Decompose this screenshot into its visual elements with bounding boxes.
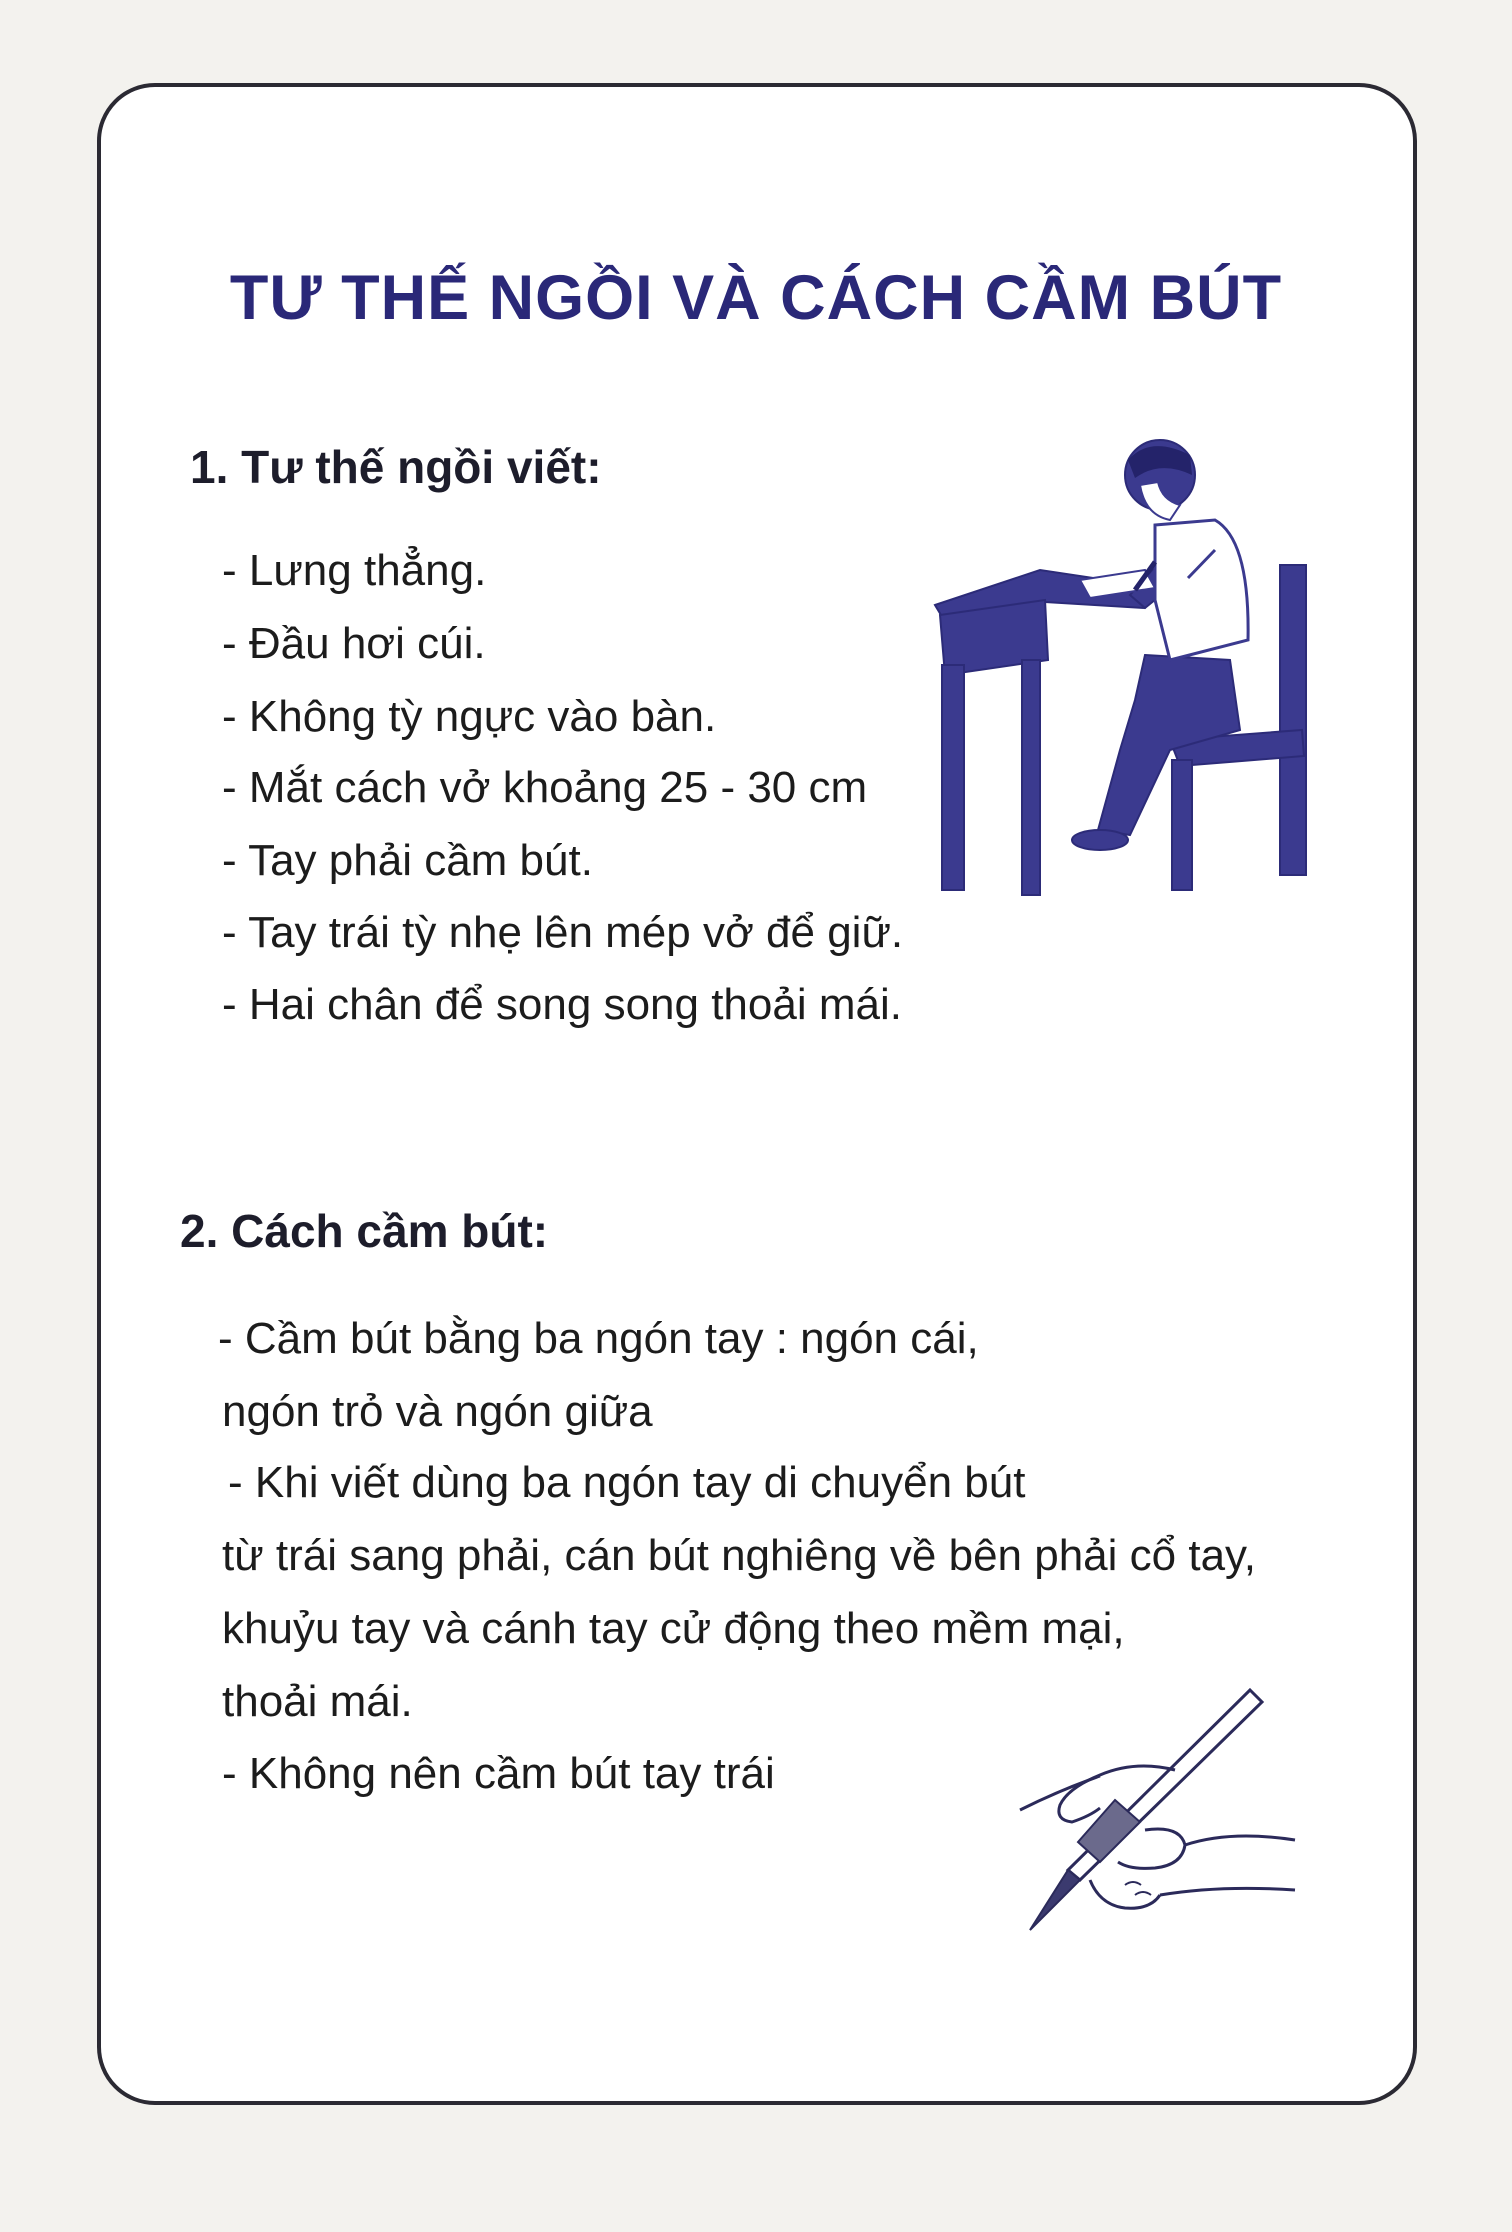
child-writing-at-desk-icon (930, 430, 1330, 900)
pen-holding-line: thoải mái. (222, 1677, 413, 1726)
pen-holding-line: - Khi viết dùng ba ngón tay di chuyển bút (228, 1458, 1026, 1507)
section-heading-pen-holding: 2. Cách cầm bút: (180, 1205, 549, 1257)
posture-item: - Tay trái tỳ nhẹ lên mép vở để giữ. (222, 908, 904, 957)
posture-item: - Đầu hơi cúi. (222, 619, 486, 668)
posture-item: - Mắt cách vở khoảng 25 - 30 cm (222, 763, 868, 812)
posture-item: - Tay phải cầm bút. (222, 836, 593, 885)
posture-item: - Hai chân để song song thoải mái. (222, 980, 902, 1029)
pen-holding-line: từ trái sang phải, cán bút nghiêng về bên phải cổ tay, (222, 1531, 1256, 1580)
section-heading-sitting-posture: 1. Tư thế ngồi viết: (190, 441, 602, 493)
pen-holding-line: - Không nên cầm bút tay trái (222, 1749, 775, 1798)
pen-holding-line: ngón trỏ và ngón giữa (222, 1387, 653, 1436)
hand-holding-pen-icon (950, 1680, 1300, 1950)
posture-item: - Không tỳ ngực vào bàn. (222, 692, 717, 741)
pen-holding-line: khuỷu tay và cánh tay cử động theo mềm mại, (222, 1604, 1125, 1653)
page-title: TƯ THẾ NGỒI VÀ CÁCH CẦM BÚT (229, 263, 1283, 333)
pen-holding-line: - Cầm bút bằng ba ngón tay : ngón cái, (218, 1314, 979, 1363)
posture-item: - Lưng thẳng. (222, 546, 487, 595)
